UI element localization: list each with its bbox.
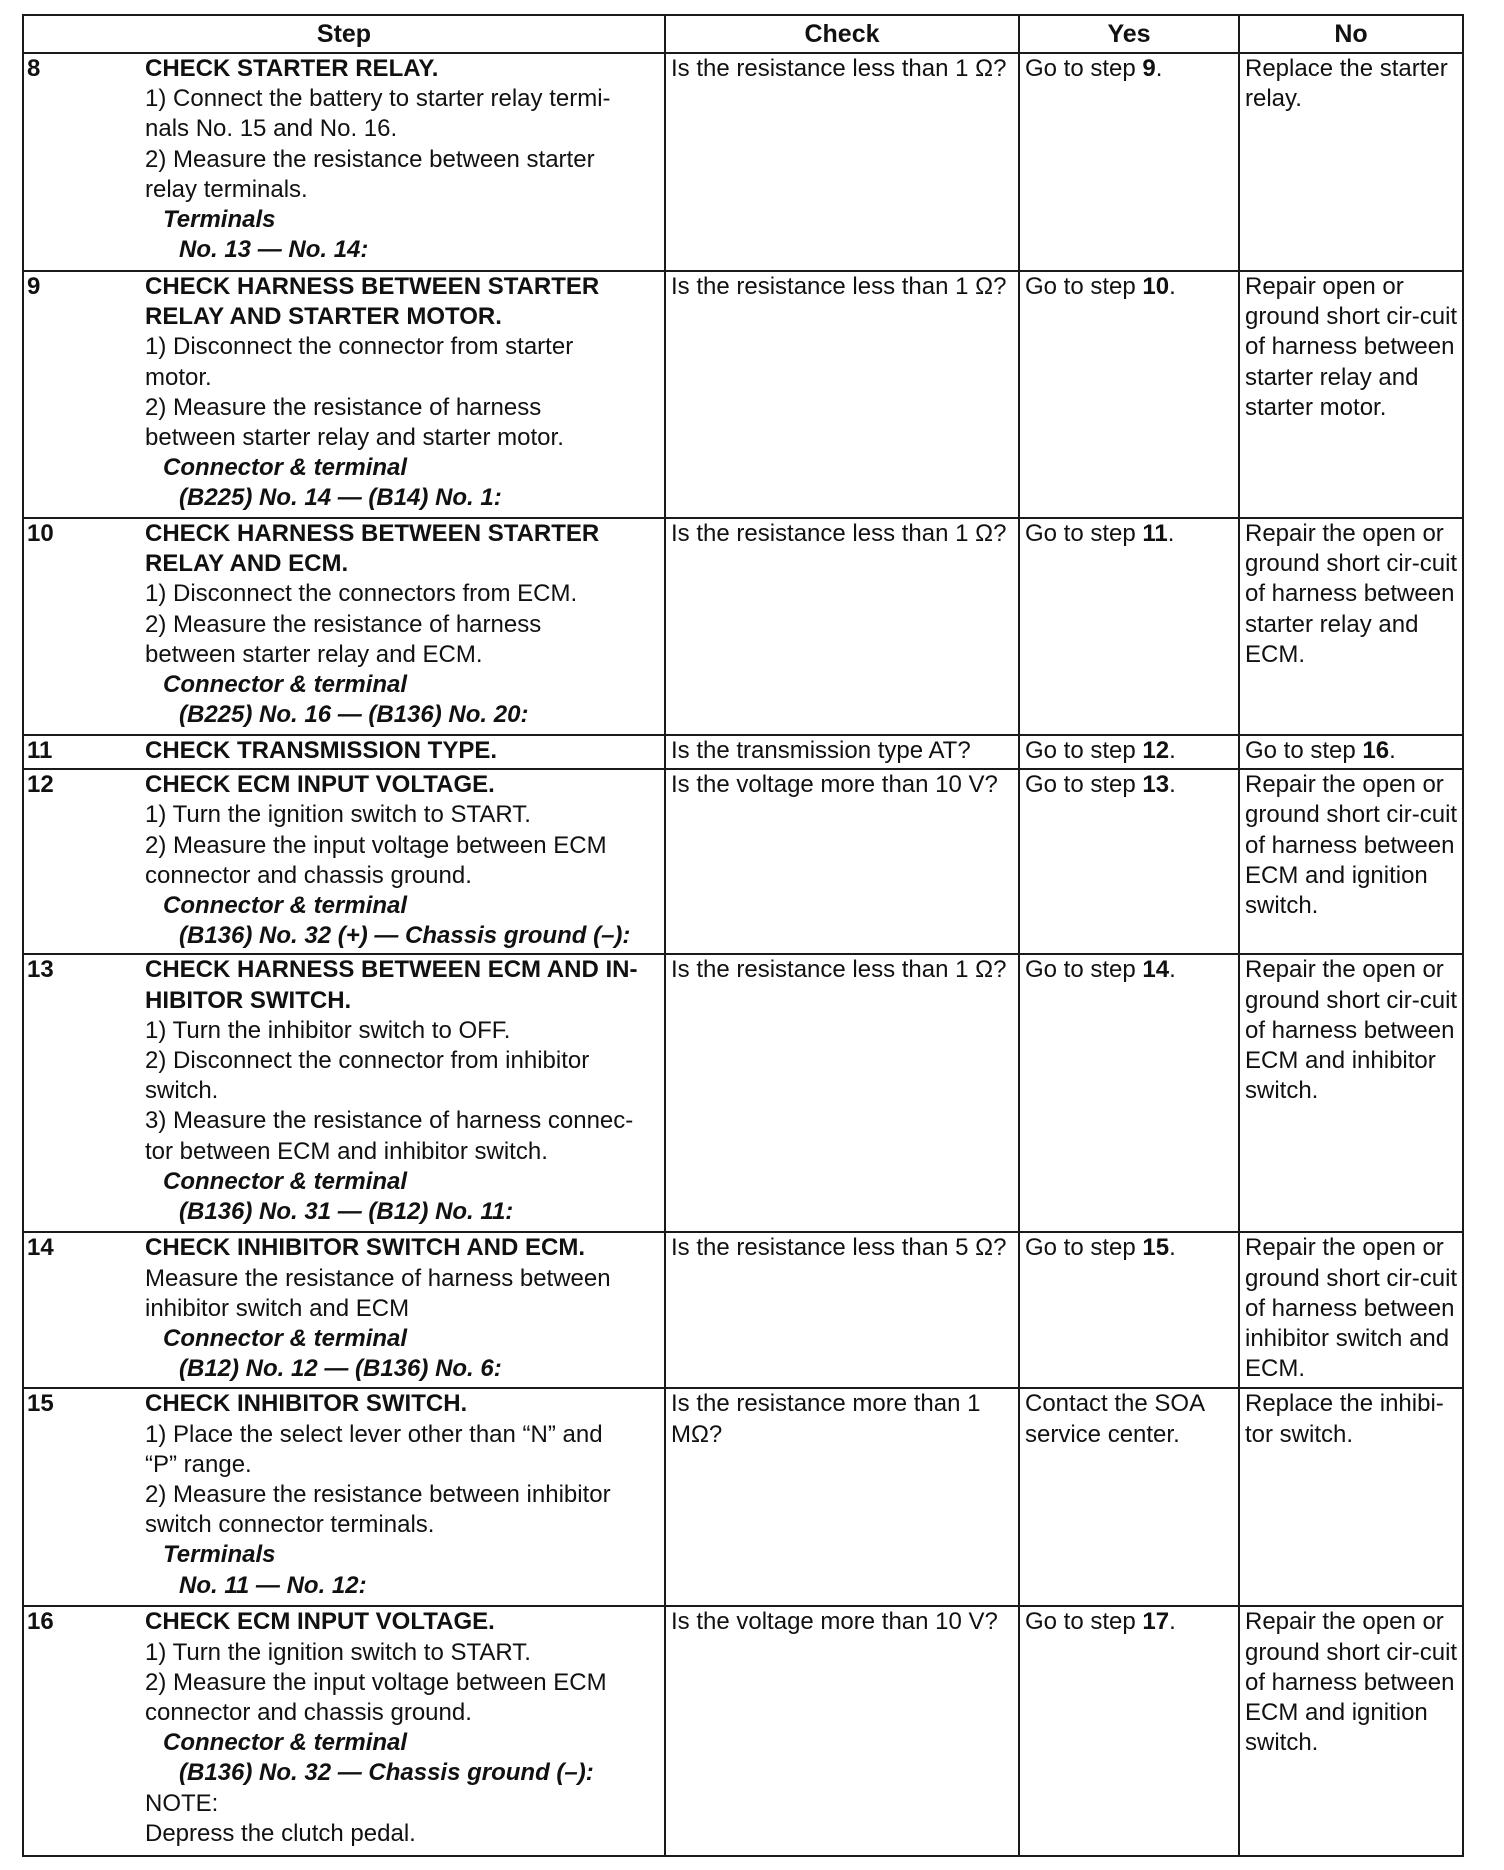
yes-cell <box>1019 735 1239 769</box>
yes-prefix: Go to step <box>1025 1608 1143 1636</box>
step-title: CHECK HARNESS BETWEEN STARTER RELAY AND STARTER MOTOR. <box>145 273 600 331</box>
spec-label: Connector & terminal <box>163 454 408 482</box>
no-cell <box>1239 735 1463 769</box>
spec-value: (B136) No. 32 — Chassis ground (–): <box>179 1759 594 1787</box>
step-instruction: inhibitor switch and ECM <box>145 1294 410 1322</box>
yes-prefix: Go to step <box>1025 771 1143 799</box>
yes-step-number: 14 <box>1142 956 1170 984</box>
table-row <box>23 735 1463 769</box>
step-instruction: nals No. 15 and No. 16. <box>145 115 398 143</box>
yes-suffix: . <box>1169 1608 1176 1636</box>
yes-suffix: . <box>1167 520 1175 547</box>
header-check: Check <box>665 15 1019 53</box>
no-cell: Repair the open or ground short cir-cuit of harness between ECM and ignition switch. <box>1239 769 1463 954</box>
step-instruction: between starter relay and ECM. <box>145 640 483 668</box>
step-number: 8 <box>27 55 41 82</box>
header-row <box>23 15 1463 53</box>
spec-label: Connector & terminal <box>163 1729 408 1757</box>
step-cell <box>23 1232 665 1388</box>
yes-prefix: Go to step <box>1025 55 1143 82</box>
yes-step-number: 11 <box>1142 520 1168 547</box>
no-cell: Replace the starter relay. <box>1239 53 1463 271</box>
step-title: CHECK INHIBITOR SWITCH AND ECM. <box>145 1234 585 1262</box>
table-row <box>23 769 1463 954</box>
step-instruction: switch. <box>145 1077 219 1105</box>
no-cell: Repair open or ground short cir-cuit of harness between starter relay and starter motor. <box>1239 271 1463 518</box>
spec-value: No. 13 — No. 14: <box>179 236 369 264</box>
check-cell: Is the resistance less than 1 Ω? <box>665 954 1019 1232</box>
step-title: CHECK HARNESS BETWEEN STARTER RELAY AND ECM. <box>145 520 600 578</box>
step-instruction: connector and chassis ground. <box>145 1699 472 1727</box>
yes-cell: Contact the SOA service center. <box>1019 1388 1239 1606</box>
check-cell: Is the resistance less than 5 Ω? <box>665 1232 1019 1388</box>
yes-cell <box>1019 1232 1239 1388</box>
step-cell <box>23 1606 665 1856</box>
no-cell: Repair the open or ground short cir-cuit of harness between inhibitor switch and ECM. <box>1239 1232 1463 1388</box>
step-instruction: 1) Place the select lever other than “N” and <box>145 1420 603 1448</box>
diagnostic-table <box>22 14 1464 1857</box>
check-cell: Is the voltage more than 10 V? <box>665 769 1019 954</box>
step-title: CHECK ECM INPUT VOLTAGE. <box>145 1608 495 1636</box>
step-number: 10 <box>27 520 54 547</box>
yes-step-number: 12 <box>1142 737 1170 764</box>
spec-label: Connector & terminal <box>163 1325 408 1353</box>
yes-cell <box>1019 518 1239 735</box>
step-instruction: 1) Disconnect the connector from starter <box>145 333 574 361</box>
step-cell <box>23 53 665 271</box>
step-number: 15 <box>27 1390 54 1418</box>
yes-step-number: 9 <box>1142 55 1156 82</box>
check-cell: Is the voltage more than 10 V? <box>665 1606 1019 1856</box>
no-prefix: Go to step <box>1245 737 1363 764</box>
spec-value: No. 11 — No. 12: <box>179 1571 367 1599</box>
header-no: No <box>1239 15 1463 53</box>
step-instruction: 3) Measure the resistance of harness connec- <box>145 1107 634 1135</box>
step-number: 16 <box>27 1608 54 1636</box>
spec-value: (B225) No. 16 — (B136) No. 20: <box>179 701 529 729</box>
step-cell <box>23 769 665 954</box>
yes-cell <box>1019 271 1239 518</box>
yes-prefix: Go to step <box>1025 273 1143 300</box>
check-cell: Is the resistance less than 1 Ω? <box>665 518 1019 735</box>
header-step: Step <box>23 15 665 53</box>
step-number: 9 <box>27 273 41 300</box>
yes-prefix: Go to step <box>1025 520 1143 547</box>
spec-value: (B136) No. 31 — (B12) No. 11: <box>179 1198 514 1226</box>
step-title: CHECK INHIBITOR SWITCH. <box>145 1390 468 1418</box>
yes-step-number: 15 <box>1142 1234 1170 1262</box>
no-cell: Repair the open or ground short cir-cuit of harness between ECM and ignition switch. <box>1239 1606 1463 1856</box>
yes-step-number: 10 <box>1142 273 1170 300</box>
step-instruction: 1) Turn the ignition switch to START. <box>145 1638 531 1666</box>
step-number: 11 <box>27 737 53 764</box>
yes-cell <box>1019 1606 1239 1856</box>
yes-step-number: 13 <box>1142 771 1170 799</box>
spec-label: Connector & terminal <box>163 671 408 699</box>
step-instruction: 2) Measure the input voltage between ECM <box>145 831 607 859</box>
note-text: Depress the clutch pedal. <box>145 1819 416 1847</box>
step-instruction: motor. <box>145 363 212 391</box>
spec-value: (B136) No. 32 (+) — Chassis ground (–): <box>179 922 631 950</box>
yes-prefix: Go to step <box>1025 1234 1143 1262</box>
yes-suffix: . <box>1169 737 1176 764</box>
table-row <box>23 1606 1463 1856</box>
spec-label: Connector & terminal <box>163 892 408 920</box>
step-number: 12 <box>27 771 54 799</box>
no-cell: Repair the open or ground short cir-cuit of harness between starter relay and ECM. <box>1239 518 1463 735</box>
step-title: CHECK ECM INPUT VOLTAGE. <box>145 771 495 799</box>
check-cell: Is the transmission type AT? <box>665 735 1019 769</box>
step-cell <box>23 954 665 1232</box>
step-instruction: 2) Measure the resistance between starter <box>145 145 595 173</box>
step-cell <box>23 1388 665 1606</box>
table-row <box>23 1388 1463 1606</box>
step-instruction: Measure the resistance of harness between <box>145 1264 611 1292</box>
step-instruction: 1) Disconnect the connectors from ECM. <box>145 580 578 608</box>
step-instruction: relay terminals. <box>145 175 308 203</box>
yes-suffix: . <box>1169 956 1176 984</box>
table-row <box>23 271 1463 518</box>
note-label: NOTE: <box>145 1789 219 1817</box>
step-title: CHECK TRANSMISSION TYPE. <box>145 737 498 764</box>
yes-cell <box>1019 954 1239 1232</box>
step-instruction: connector and chassis ground. <box>145 861 472 889</box>
table-row <box>23 1232 1463 1388</box>
check-cell: Is the resistance less than 1 Ω? <box>665 53 1019 271</box>
step-cell <box>23 735 665 769</box>
step-title: CHECK HARNESS BETWEEN ECM AND IN-HIBITOR SWITCH. <box>145 956 638 1014</box>
no-suffix: . <box>1389 737 1396 764</box>
spec-value: (B225) No. 14 — (B14) No. 1: <box>179 484 502 512</box>
table-row <box>23 53 1463 271</box>
step-instruction: 2) Disconnect the connector from inhibitor <box>145 1047 590 1075</box>
spec-value: (B12) No. 12 — (B136) No. 6: <box>179 1355 502 1383</box>
step-instruction: 2) Measure the resistance of harness <box>145 610 542 638</box>
step-instruction: tor between ECM and inhibitor switch. <box>145 1137 548 1165</box>
step-instruction: 1) Connect the battery to starter relay termi- <box>145 85 611 113</box>
step-cell <box>23 271 665 518</box>
yes-step-number: 17 <box>1142 1608 1170 1636</box>
no-cell: Repair the open or ground short cir-cuit of harness between ECM and inhibitor switch. <box>1239 954 1463 1232</box>
header-yes: Yes <box>1019 15 1239 53</box>
step-instruction: 2) Measure the resistance of harness <box>145 393 542 421</box>
spec-label: Terminals <box>163 1541 276 1569</box>
yes-prefix: Go to step <box>1025 956 1143 984</box>
check-cell: Is the resistance more than 1 MΩ? <box>665 1388 1019 1606</box>
check-cell: Is the resistance less than 1 Ω? <box>665 271 1019 518</box>
step-number: 13 <box>27 956 54 984</box>
yes-suffix: . <box>1169 1234 1176 1262</box>
step-instruction: “P” range. <box>145 1450 252 1478</box>
spec-label: Connector & terminal <box>163 1167 408 1195</box>
step-instruction: 2) Measure the input voltage between ECM <box>145 1668 607 1696</box>
yes-suffix: . <box>1169 771 1176 799</box>
no-cell: Replace the inhibi-tor switch. <box>1239 1388 1463 1606</box>
yes-cell <box>1019 53 1239 271</box>
yes-cell <box>1019 769 1239 954</box>
step-instruction: 1) Turn the ignition switch to START. <box>145 801 531 829</box>
yes-prefix: Go to step <box>1025 737 1143 764</box>
spec-label: Terminals <box>163 206 276 234</box>
table-row <box>23 954 1463 1232</box>
step-instruction: 2) Measure the resistance between inhibitor <box>145 1481 611 1509</box>
step-instruction: switch connector terminals. <box>145 1511 435 1539</box>
step-cell <box>23 518 665 735</box>
step-instruction: between starter relay and starter motor. <box>145 424 564 452</box>
yes-suffix: . <box>1169 273 1176 300</box>
step-title: CHECK STARTER RELAY. <box>145 55 439 82</box>
step-instruction: 1) Turn the inhibitor switch to OFF. <box>145 1016 511 1044</box>
step-number: 14 <box>27 1234 54 1262</box>
table-row <box>23 518 1463 735</box>
yes-suffix: . <box>1155 55 1163 82</box>
no-step-number: 16 <box>1362 737 1390 764</box>
